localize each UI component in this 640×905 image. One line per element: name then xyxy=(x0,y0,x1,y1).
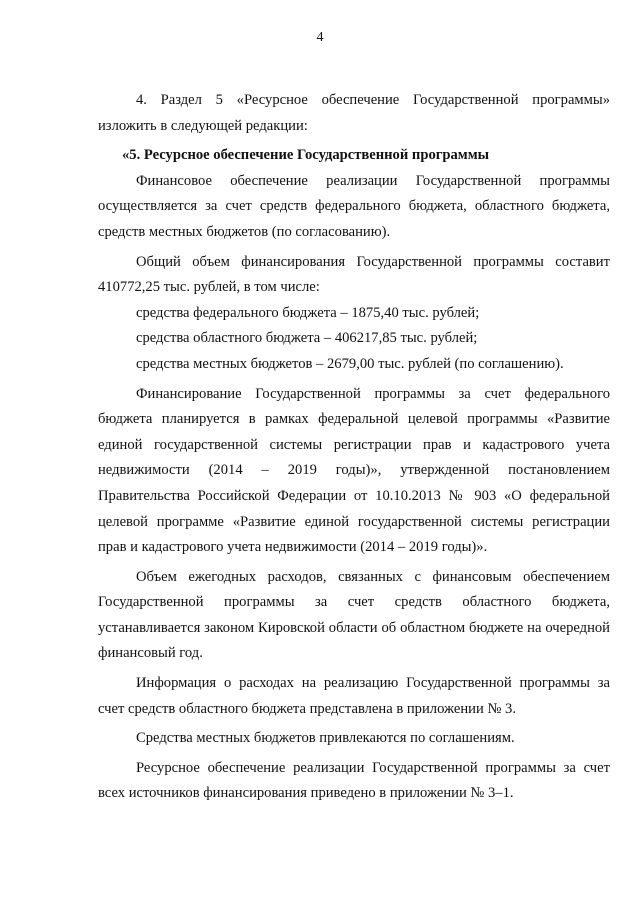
paragraph-federal-program: Финансирование Государственной программы за счет федерального бюджета планируется в рамках федеральной целевой программы «Развитие единой государственной системы регистрации прав и кадастрового учета недвижимости (2014 – 2019 годы)», утвержденной постановлением Правительства Российской Федерации от 10.10.2013 № 903 «О федеральной целевой программе «Развитие единой государственной системы регистрации прав и кадастрового учета недвижимости (2014 – 2019 годы)». xyxy=(98,385,610,556)
paragraph-appendix-3: Информация о расходах на реализацию Государственной программы за счет средств областного бюджета представлена в приложении № 3. xyxy=(98,675,610,717)
list-item-regional: средства областного бюджета – 406217,85 тыс. рублей; xyxy=(136,330,478,347)
section-heading: «5. Ресурсное обеспечение Государственной программы xyxy=(122,147,490,164)
page-number: 4 xyxy=(316,30,324,45)
list-item-local: средства местных бюджетов – 2679,00 тыс. рублей (по соглашению). xyxy=(136,355,564,372)
document-body xyxy=(98,88,610,807)
paragraph-annual-expenses: Объем ежегодных расходов, связанных с финансовым обеспечением Государственной программы за счет средств областного бюджета, устанавливается законом Кировской области об областном бюджете на очередной финансовый год. xyxy=(98,568,610,662)
list-item-federal: средства федерального бюджета – 1875,40 тыс. рублей; xyxy=(136,304,480,321)
paragraph-appendix-3-1: Ресурсное обеспечение реализации Государственной программы за счет всех источников финансирования приведено в приложении № 3–1. xyxy=(98,759,610,802)
paragraph-item-4: 4. Раздел 5 «Ресурсное обеспечение Государственной программы» изложить в следующей редакции: xyxy=(98,92,610,134)
paragraph-total-volume: Общий объем финансирования Государственной программы составит 410772,25 тыс. рублей, в том числе: xyxy=(98,253,610,296)
paragraph-local-budgets: Средства местных бюджетов привлекаются по соглашениям. xyxy=(136,730,515,747)
paragraph-financing-sources: Финансовое обеспечение реализации Государственной программы осуществляется за счет средств федерального бюджета, областного бюджета, средств местных бюджетов (по согласованию). xyxy=(98,172,610,240)
